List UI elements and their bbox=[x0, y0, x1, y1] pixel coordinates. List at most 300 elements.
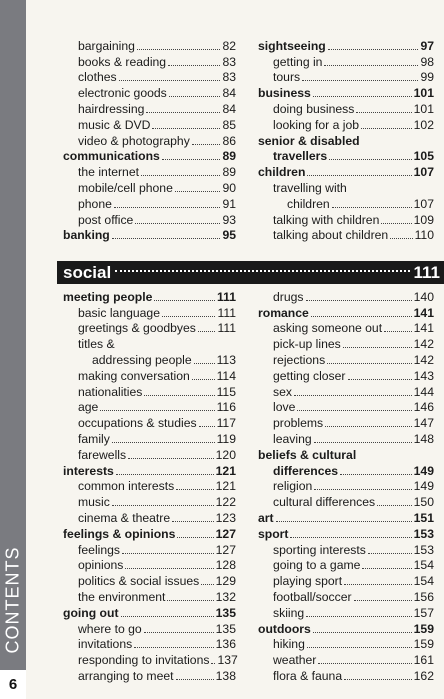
dot-leader bbox=[343, 347, 412, 348]
toc-page-number: 83 bbox=[222, 70, 236, 85]
toc-page-number: 142 bbox=[413, 337, 434, 352]
toc-entry-title: making conversation bbox=[78, 368, 190, 383]
toc-entry-title: common interests bbox=[78, 479, 175, 494]
dot-leader bbox=[344, 679, 412, 680]
toc-entry-title: skiing bbox=[273, 605, 305, 620]
dot-leader bbox=[390, 238, 412, 239]
toc-column-top-right bbox=[258, 37, 434, 242]
toc-entry-title: outdoors bbox=[258, 621, 311, 636]
toc-entry-title: age bbox=[78, 400, 99, 415]
toc-section-heading[interactable] bbox=[258, 462, 434, 478]
toc-entry-title: travelling with bbox=[273, 180, 347, 195]
sidebar-label: CONTENTS bbox=[2, 546, 23, 654]
toc-page-number: 127 bbox=[215, 526, 236, 541]
dot-leader bbox=[302, 80, 418, 81]
dot-leader bbox=[162, 316, 215, 317]
toc-entry[interactable] bbox=[63, 636, 236, 652]
dot-leader bbox=[340, 474, 412, 475]
toc-entry-title: mobile/cell phone bbox=[78, 180, 173, 195]
toc-page-number: 132 bbox=[215, 589, 236, 604]
toc-page-number: 110 bbox=[414, 228, 434, 243]
toc-page-number: 159 bbox=[413, 621, 434, 636]
dot-leader bbox=[146, 112, 220, 113]
toc-entry[interactable] bbox=[258, 399, 434, 415]
toc-entry-title: travellers bbox=[273, 149, 328, 164]
toc-page-number: 151 bbox=[413, 510, 434, 525]
toc-page-number: 153 bbox=[413, 526, 434, 541]
toc-page-number: 157 bbox=[413, 605, 434, 620]
toc-page-number: 137 bbox=[217, 653, 238, 668]
toc-entry-title: getting in bbox=[273, 54, 323, 69]
dot-leader bbox=[325, 426, 412, 427]
toc-section-heading[interactable] bbox=[258, 304, 434, 320]
dot-leader bbox=[377, 505, 412, 506]
toc-entry-title: pick-up lines bbox=[273, 337, 341, 352]
toc-page-number: 159 bbox=[413, 637, 434, 652]
toc-entry[interactable] bbox=[63, 69, 236, 85]
dot-leader bbox=[354, 600, 412, 601]
toc-entry[interactable] bbox=[63, 509, 236, 525]
toc-entry[interactable] bbox=[63, 304, 236, 320]
contents-sidebar bbox=[0, 0, 26, 699]
toc-entry-title: love bbox=[273, 400, 296, 415]
toc-page-number: 154 bbox=[413, 558, 434, 573]
toc-entry-title: music & DVD bbox=[78, 117, 151, 132]
toc-page-number: 121 bbox=[215, 463, 236, 478]
dot-leader bbox=[384, 331, 412, 332]
dot-leader bbox=[114, 207, 221, 208]
toc-entry-title: tours bbox=[273, 70, 301, 85]
toc-page-number: 162 bbox=[413, 668, 434, 683]
toc-page-number: 93 bbox=[222, 212, 236, 227]
toc-section-heading[interactable] bbox=[258, 620, 434, 636]
toc-entry[interactable] bbox=[258, 227, 434, 243]
dot-leader bbox=[307, 647, 412, 648]
section-banner-social[interactable] bbox=[57, 261, 444, 284]
toc-page-number: 111 bbox=[217, 321, 236, 336]
toc-entry-title: addressing people bbox=[92, 352, 192, 367]
toc-page-number: 128 bbox=[215, 558, 236, 573]
dot-leader bbox=[348, 379, 412, 380]
toc-page-number: 149 bbox=[413, 463, 434, 478]
toc-page-number: 101 bbox=[413, 86, 434, 101]
toc-page-number: 161 bbox=[413, 653, 434, 668]
toc-entry[interactable] bbox=[63, 84, 236, 100]
toc-section-heading[interactable] bbox=[63, 227, 236, 243]
toc-entry-title: leaving bbox=[273, 431, 312, 446]
toc-page-number: 97 bbox=[420, 38, 434, 53]
toc-page-number: 146 bbox=[413, 400, 434, 415]
dot-leader bbox=[311, 316, 412, 317]
toc-page-number: 119 bbox=[216, 431, 236, 446]
dot-leader bbox=[112, 442, 215, 443]
toc-entry[interactable] bbox=[258, 588, 434, 604]
toc-page-number: 105 bbox=[413, 149, 434, 164]
dot-leader bbox=[198, 331, 216, 332]
toc-entry-title: communications bbox=[63, 149, 160, 164]
toc-section-heading[interactable] bbox=[258, 446, 434, 462]
dot-leader bbox=[122, 553, 214, 554]
dot-leader bbox=[169, 96, 221, 97]
toc-section-heading[interactable] bbox=[258, 132, 434, 148]
toc-section-heading[interactable] bbox=[63, 604, 236, 620]
toc-page-number: 149 bbox=[413, 479, 434, 494]
toc-entry-title: meeting people bbox=[63, 289, 153, 304]
toc-entry[interactable] bbox=[63, 37, 236, 53]
toc-entry-title: drugs bbox=[273, 289, 304, 304]
toc-entry[interactable] bbox=[63, 100, 236, 116]
toc-page-number: 85 bbox=[222, 117, 236, 132]
dot-leader bbox=[121, 616, 214, 617]
toc-entry-title: electronic goods bbox=[78, 86, 167, 101]
dot-leader bbox=[112, 505, 214, 506]
toc-entry-title: feelings bbox=[78, 542, 121, 557]
toc-entry-title: cinema & theatre bbox=[78, 510, 171, 525]
toc-entry[interactable] bbox=[63, 335, 236, 351]
toc-section-heading[interactable] bbox=[258, 509, 434, 525]
dot-leader bbox=[176, 489, 213, 490]
toc-entry[interactable] bbox=[63, 320, 236, 336]
toc-entry-title: football/soccer bbox=[273, 589, 352, 604]
toc-entry[interactable] bbox=[258, 320, 434, 336]
toc-entry-title: basic language bbox=[78, 305, 160, 320]
toc-entry[interactable] bbox=[258, 430, 434, 446]
dot-leader bbox=[167, 600, 213, 601]
toc-entry-title: going out bbox=[63, 605, 119, 620]
toc-entry[interactable] bbox=[258, 636, 434, 652]
toc-entry-title: phone bbox=[78, 196, 112, 211]
toc-entry-title: weather bbox=[273, 653, 317, 668]
dot-leader bbox=[119, 80, 221, 81]
dot-leader bbox=[141, 175, 220, 176]
dot-leader bbox=[154, 300, 215, 301]
toc-entry[interactable] bbox=[258, 383, 434, 399]
toc-entry[interactable] bbox=[63, 572, 236, 588]
toc-entry-title: interests bbox=[63, 463, 114, 478]
toc-entry[interactable] bbox=[63, 430, 236, 446]
toc-entry-title: where to go bbox=[78, 621, 142, 636]
toc-entry[interactable] bbox=[63, 557, 236, 573]
toc-entry-title: children bbox=[258, 165, 306, 180]
toc-page-number: 82 bbox=[222, 38, 236, 53]
toc-entry[interactable] bbox=[63, 493, 236, 509]
toc-entry[interactable] bbox=[258, 100, 434, 116]
toc-entry[interactable] bbox=[258, 572, 434, 588]
toc-entry-title: family bbox=[78, 431, 110, 446]
dot-leader bbox=[356, 112, 411, 113]
toc-entry-title: books & reading bbox=[78, 54, 167, 69]
dot-leader bbox=[344, 584, 412, 585]
toc-page-number: 141 bbox=[413, 321, 434, 336]
toc-page-number: 138 bbox=[215, 668, 236, 683]
toc-entry-title: getting closer bbox=[273, 368, 346, 383]
toc-page-number: 156 bbox=[413, 589, 434, 604]
toc-section-heading[interactable] bbox=[63, 148, 236, 164]
toc-entry[interactable] bbox=[258, 651, 434, 667]
toc-entry[interactable] bbox=[258, 195, 434, 211]
toc-page-number: 140 bbox=[413, 289, 434, 304]
toc-entry-title: opinions bbox=[78, 558, 124, 573]
toc-page-number: 116 bbox=[216, 400, 236, 415]
toc-entry[interactable] bbox=[63, 667, 236, 683]
toc-entry[interactable] bbox=[63, 116, 236, 132]
toc-entry[interactable] bbox=[258, 69, 434, 85]
toc-entry[interactable] bbox=[258, 351, 434, 367]
toc-entry[interactable] bbox=[63, 132, 236, 148]
toc-page-number: 107 bbox=[413, 165, 434, 180]
toc-entry[interactable] bbox=[258, 367, 434, 383]
toc-page-number: 127 bbox=[215, 542, 236, 557]
dot-leader bbox=[306, 616, 411, 617]
toc-entry[interactable] bbox=[258, 541, 434, 557]
toc-section-heading[interactable] bbox=[258, 163, 434, 179]
dot-leader bbox=[144, 395, 214, 396]
toc-entry-title: invitations bbox=[78, 637, 133, 652]
toc-page-number: 102 bbox=[413, 117, 434, 132]
toc-entry[interactable] bbox=[258, 335, 434, 351]
toc-page-number: 113 bbox=[216, 352, 236, 367]
toc-entry-title: children bbox=[287, 196, 330, 211]
dot-leader bbox=[128, 458, 214, 459]
dot-leader bbox=[134, 647, 213, 648]
toc-section-heading[interactable] bbox=[258, 37, 434, 53]
toc-page-number: 89 bbox=[222, 165, 236, 180]
toc-section-heading[interactable] bbox=[258, 525, 434, 541]
dot-leader bbox=[314, 489, 411, 490]
toc-entry[interactable] bbox=[258, 478, 434, 494]
toc-entry-title: titles & bbox=[78, 337, 115, 352]
toc-entry[interactable] bbox=[63, 351, 236, 367]
toc-entry[interactable] bbox=[63, 478, 236, 494]
toc-entry-title: doing business bbox=[273, 101, 355, 116]
dot-leader bbox=[318, 663, 411, 664]
toc-page-number: 150 bbox=[413, 495, 434, 510]
toc-entry[interactable] bbox=[258, 667, 434, 683]
toc-entry-title: hairdressing bbox=[78, 101, 145, 116]
dot-leader bbox=[168, 65, 220, 66]
toc-entry-title: post office bbox=[78, 212, 134, 227]
toc-page-number: 143 bbox=[413, 368, 434, 383]
toc-page-number: 142 bbox=[413, 352, 434, 367]
dot-leader bbox=[176, 679, 214, 680]
toc-entry[interactable] bbox=[258, 493, 434, 509]
toc-entry[interactable] bbox=[63, 163, 236, 179]
dot-leader bbox=[199, 426, 215, 427]
toc-entry[interactable] bbox=[63, 446, 236, 462]
toc-entry-title: asking someone out bbox=[273, 321, 383, 336]
toc-page-number: 84 bbox=[222, 101, 236, 116]
toc-page-number: 136 bbox=[215, 637, 236, 652]
dot-leader bbox=[306, 300, 412, 301]
toc-entry-title: politics & social issues bbox=[78, 574, 200, 589]
dot-leader bbox=[152, 128, 220, 129]
toc-column-bottom-right bbox=[258, 288, 434, 683]
toc-page-number: 121 bbox=[215, 479, 236, 494]
toc-page-number: 101 bbox=[413, 101, 434, 116]
dot-leader bbox=[297, 410, 411, 411]
toc-entry-title: farewells bbox=[78, 447, 127, 462]
toc-page-number: 107 bbox=[413, 196, 434, 211]
dot-leader bbox=[201, 584, 213, 585]
toc-entry-title: responding to invitations bbox=[78, 653, 210, 668]
banner-page: 111 bbox=[413, 262, 440, 282]
toc-page-number: 154 bbox=[413, 574, 434, 589]
dot-leader bbox=[294, 395, 412, 396]
toc-page-number: 95 bbox=[222, 228, 236, 243]
toc-entry[interactable] bbox=[258, 557, 434, 573]
dot-leader bbox=[144, 632, 214, 633]
toc-page-number: 89 bbox=[222, 149, 236, 164]
banner-leader bbox=[115, 270, 409, 272]
dot-leader bbox=[135, 223, 220, 224]
dot-leader bbox=[125, 568, 213, 569]
toc-entry-title: problems bbox=[273, 416, 324, 431]
toc-page-number: 111 bbox=[217, 305, 236, 320]
toc-page-number: 141 bbox=[413, 305, 434, 320]
toc-entry[interactable] bbox=[63, 53, 236, 69]
toc-entry-title: going to a game bbox=[273, 558, 361, 573]
dot-leader bbox=[329, 159, 411, 160]
toc-entry-title: clothes bbox=[78, 70, 117, 85]
toc-entry-title: sightseeing bbox=[258, 38, 326, 53]
toc-entry-title: arranging to meet bbox=[78, 668, 174, 683]
dot-leader bbox=[192, 144, 221, 145]
toc-page-number: 135 bbox=[215, 621, 236, 636]
toc-page-number: 90 bbox=[222, 180, 236, 195]
dot-leader bbox=[276, 521, 412, 522]
dot-leader bbox=[362, 568, 411, 569]
toc-entry-title: the environment bbox=[78, 589, 166, 604]
dot-leader bbox=[290, 537, 411, 538]
toc-entry-title: sex bbox=[273, 384, 292, 399]
toc-page-number: 129 bbox=[215, 574, 236, 589]
toc-page-number: 123 bbox=[215, 510, 236, 525]
toc-entry-title: beliefs & cultural bbox=[258, 447, 357, 462]
toc-entry[interactable] bbox=[258, 288, 434, 304]
toc-column-bottom-left bbox=[63, 288, 236, 683]
toc-entry-title: banking bbox=[63, 228, 110, 243]
toc-entry-title: flora & fauna bbox=[273, 668, 343, 683]
toc-page-number: 83 bbox=[222, 54, 236, 69]
dot-leader bbox=[381, 223, 411, 224]
toc-entry-title: differences bbox=[273, 463, 339, 478]
toc-entry[interactable] bbox=[63, 651, 236, 667]
dot-leader bbox=[162, 159, 221, 160]
toc-page-number: 115 bbox=[216, 384, 236, 399]
toc-entry-title: cultural differences bbox=[273, 495, 376, 510]
dot-leader bbox=[328, 49, 419, 50]
toc-page-number: 148 bbox=[413, 431, 434, 446]
dot-leader bbox=[368, 553, 412, 554]
toc-entry[interactable] bbox=[63, 414, 236, 430]
toc-entry[interactable] bbox=[63, 211, 236, 227]
toc-entry-title: looking for a job bbox=[273, 117, 360, 132]
toc-entry-title: sporting interests bbox=[273, 542, 366, 557]
toc-section-heading[interactable] bbox=[258, 148, 434, 164]
toc-entry-title: talking about children bbox=[273, 228, 389, 243]
dot-leader bbox=[313, 632, 412, 633]
toc-entry-title: rejections bbox=[273, 352, 326, 367]
dot-leader bbox=[112, 238, 221, 239]
toc-entry-title: romance bbox=[258, 305, 309, 320]
toc-entry[interactable] bbox=[63, 195, 236, 211]
dot-leader bbox=[313, 96, 412, 97]
toc-entry-title: bargaining bbox=[78, 38, 135, 53]
dot-leader bbox=[194, 363, 215, 364]
toc-page-number: 120 bbox=[215, 447, 236, 462]
toc-page-number: 144 bbox=[413, 384, 434, 399]
dot-leader bbox=[172, 521, 214, 522]
toc-entry[interactable] bbox=[63, 179, 236, 195]
toc-page-number: 98 bbox=[420, 54, 434, 69]
toc-entry[interactable] bbox=[258, 414, 434, 430]
toc-entry-title: talking with children bbox=[273, 212, 380, 227]
toc-entry[interactable] bbox=[63, 383, 236, 399]
toc-entry-title: occupations & studies bbox=[78, 416, 197, 431]
toc-page-number: 86 bbox=[222, 133, 236, 148]
dot-leader bbox=[324, 65, 418, 66]
toc-entry[interactable] bbox=[63, 588, 236, 604]
toc-entry-title: playing sport bbox=[273, 574, 343, 589]
toc-entry-title: greetings & goodbyes bbox=[78, 321, 196, 336]
toc-entry[interactable] bbox=[258, 211, 434, 227]
dot-leader bbox=[361, 128, 412, 129]
toc-page-number: 135 bbox=[215, 605, 236, 620]
toc-entry-title: sport bbox=[258, 526, 289, 541]
dot-leader bbox=[192, 379, 215, 380]
dot-leader bbox=[137, 49, 221, 50]
toc-page-number: 99 bbox=[420, 70, 434, 85]
toc-section-heading[interactable] bbox=[63, 462, 236, 478]
toc-entry-title: art bbox=[258, 510, 274, 525]
dot-leader bbox=[332, 207, 412, 208]
toc-page-number: 153 bbox=[413, 542, 434, 557]
dot-leader bbox=[307, 175, 411, 176]
toc-entry[interactable] bbox=[63, 620, 236, 636]
toc-page-number: 109 bbox=[413, 212, 434, 227]
dot-leader bbox=[211, 663, 215, 664]
toc-page-number: 91 bbox=[222, 196, 236, 211]
toc-entry[interactable] bbox=[258, 116, 434, 132]
toc-entry-title: religion bbox=[273, 479, 313, 494]
toc-page-number: 117 bbox=[216, 416, 236, 431]
dot-leader bbox=[314, 442, 412, 443]
toc-entry-title: senior & disabled bbox=[258, 133, 360, 148]
toc-entry[interactable] bbox=[258, 604, 434, 620]
toc-entry-title: the internet bbox=[78, 165, 139, 180]
toc-entry[interactable] bbox=[258, 179, 434, 195]
toc-page-number: 147 bbox=[413, 416, 434, 431]
dot-leader bbox=[177, 537, 213, 538]
dot-leader bbox=[100, 410, 214, 411]
page-number: 6 bbox=[0, 670, 26, 699]
toc-entry[interactable] bbox=[63, 399, 236, 415]
dot-leader bbox=[175, 191, 221, 192]
toc-entry-title: hiking bbox=[273, 637, 305, 652]
toc-entry-title: music bbox=[78, 495, 110, 510]
toc-section-heading[interactable] bbox=[63, 288, 236, 304]
banner-title: social bbox=[63, 262, 112, 282]
dot-leader bbox=[116, 474, 214, 475]
toc-page-number: 84 bbox=[222, 86, 236, 101]
toc-entry-title: business bbox=[258, 86, 311, 101]
toc-entry-title: nationalities bbox=[78, 384, 143, 399]
toc-section-heading[interactable] bbox=[63, 525, 236, 541]
toc-entry[interactable] bbox=[63, 367, 236, 383]
toc-entry[interactable] bbox=[258, 53, 434, 69]
toc-entry[interactable] bbox=[63, 541, 236, 557]
toc-section-heading[interactable] bbox=[258, 84, 434, 100]
